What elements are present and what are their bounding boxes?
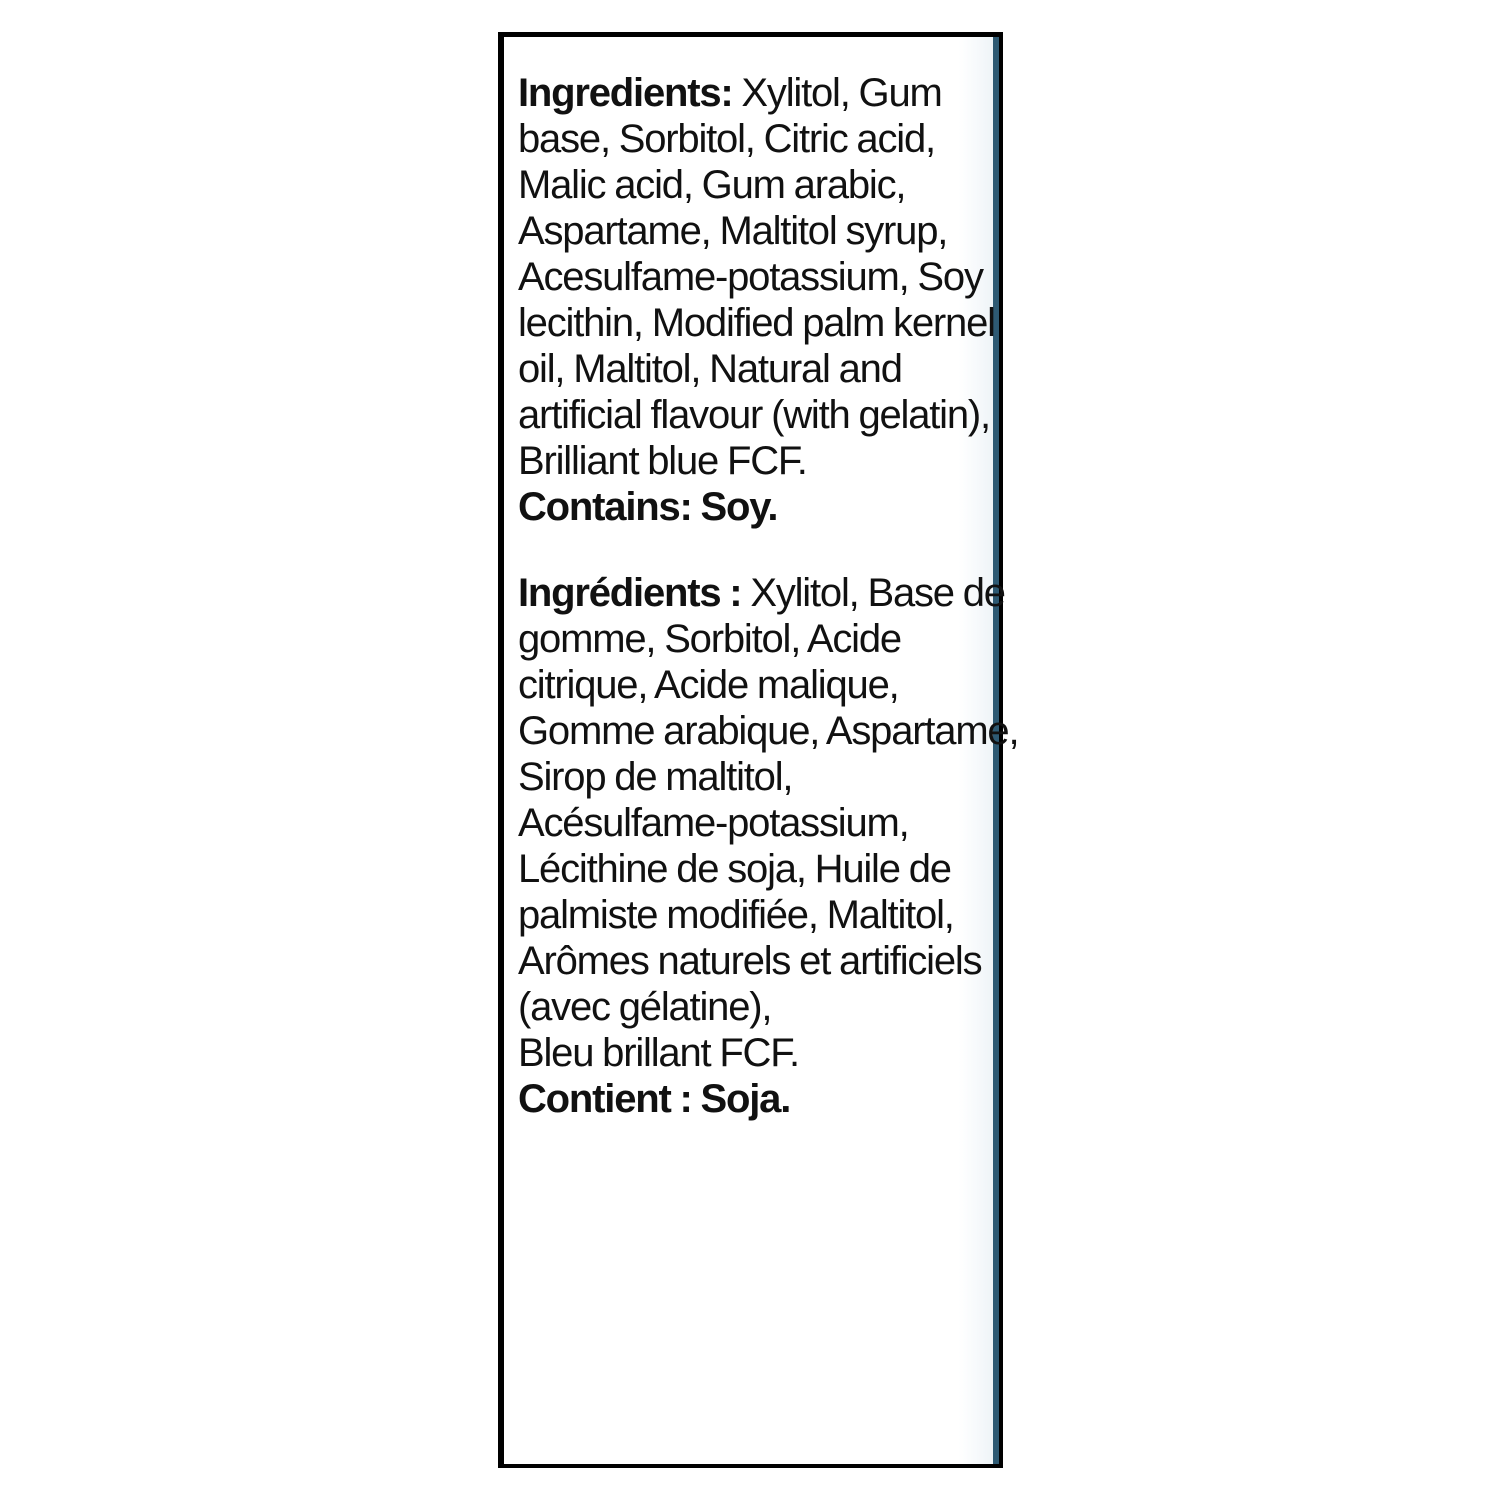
french-line-6: Acésulfame-potassium,: [518, 801, 909, 845]
french-line-7: Lécithine de soja, Huile de: [518, 847, 951, 891]
english-line-4: Aspartame, Maltitol syrup,: [518, 209, 948, 253]
label-background: [504, 37, 1019, 1464]
english-line-2: base, Sorbitol, Citric acid,: [518, 117, 935, 161]
french-line-5: Sirop de maltitol,: [518, 755, 793, 799]
english-line-5: Acesulfame-potassium, Soy: [518, 255, 983, 299]
french-line-11: Bleu brillant FCF.: [518, 1031, 799, 1075]
french-line-2: gomme, Sorbitol, Acide: [518, 617, 901, 661]
french-line-1: Ingrédients : Xylitol, Base de: [518, 571, 1005, 615]
french-line-4: Gomme arabique, Aspartame,: [518, 709, 1019, 753]
english-allergen-statement: Contains: Soy.: [518, 485, 778, 529]
english-line-8: artificial flavour (with gelatin),: [518, 393, 990, 437]
french-line-10: (avec gélatine),: [518, 985, 772, 1029]
ingredients-label-panel: [498, 32, 1019, 1468]
english-ingredients-block: [518, 70, 995, 530]
english-line-6: lecithin, Modified palm kernel: [518, 301, 995, 345]
french-line-9: Arômes naturels et artificiels: [518, 939, 982, 983]
english-line-9: Brilliant blue FCF.: [518, 439, 807, 483]
english-line-3: Malic acid, Gum arabic,: [518, 163, 906, 207]
french-ingredients-block: [518, 570, 1019, 1122]
english-line-1: Ingredients: Xylitol, Gum: [518, 71, 942, 115]
french-line-3: citrique, Acide malique,: [518, 663, 899, 707]
french-line-8: palmiste modifiée, Maltitol,: [518, 893, 954, 937]
french-allergen-statement: Contient : Soja.: [518, 1077, 791, 1121]
french-heading: Ingrédients :: [518, 571, 742, 615]
english-line-7: oil, Maltitol, Natural and: [518, 347, 902, 391]
english-heading: Ingredients:: [518, 71, 733, 115]
